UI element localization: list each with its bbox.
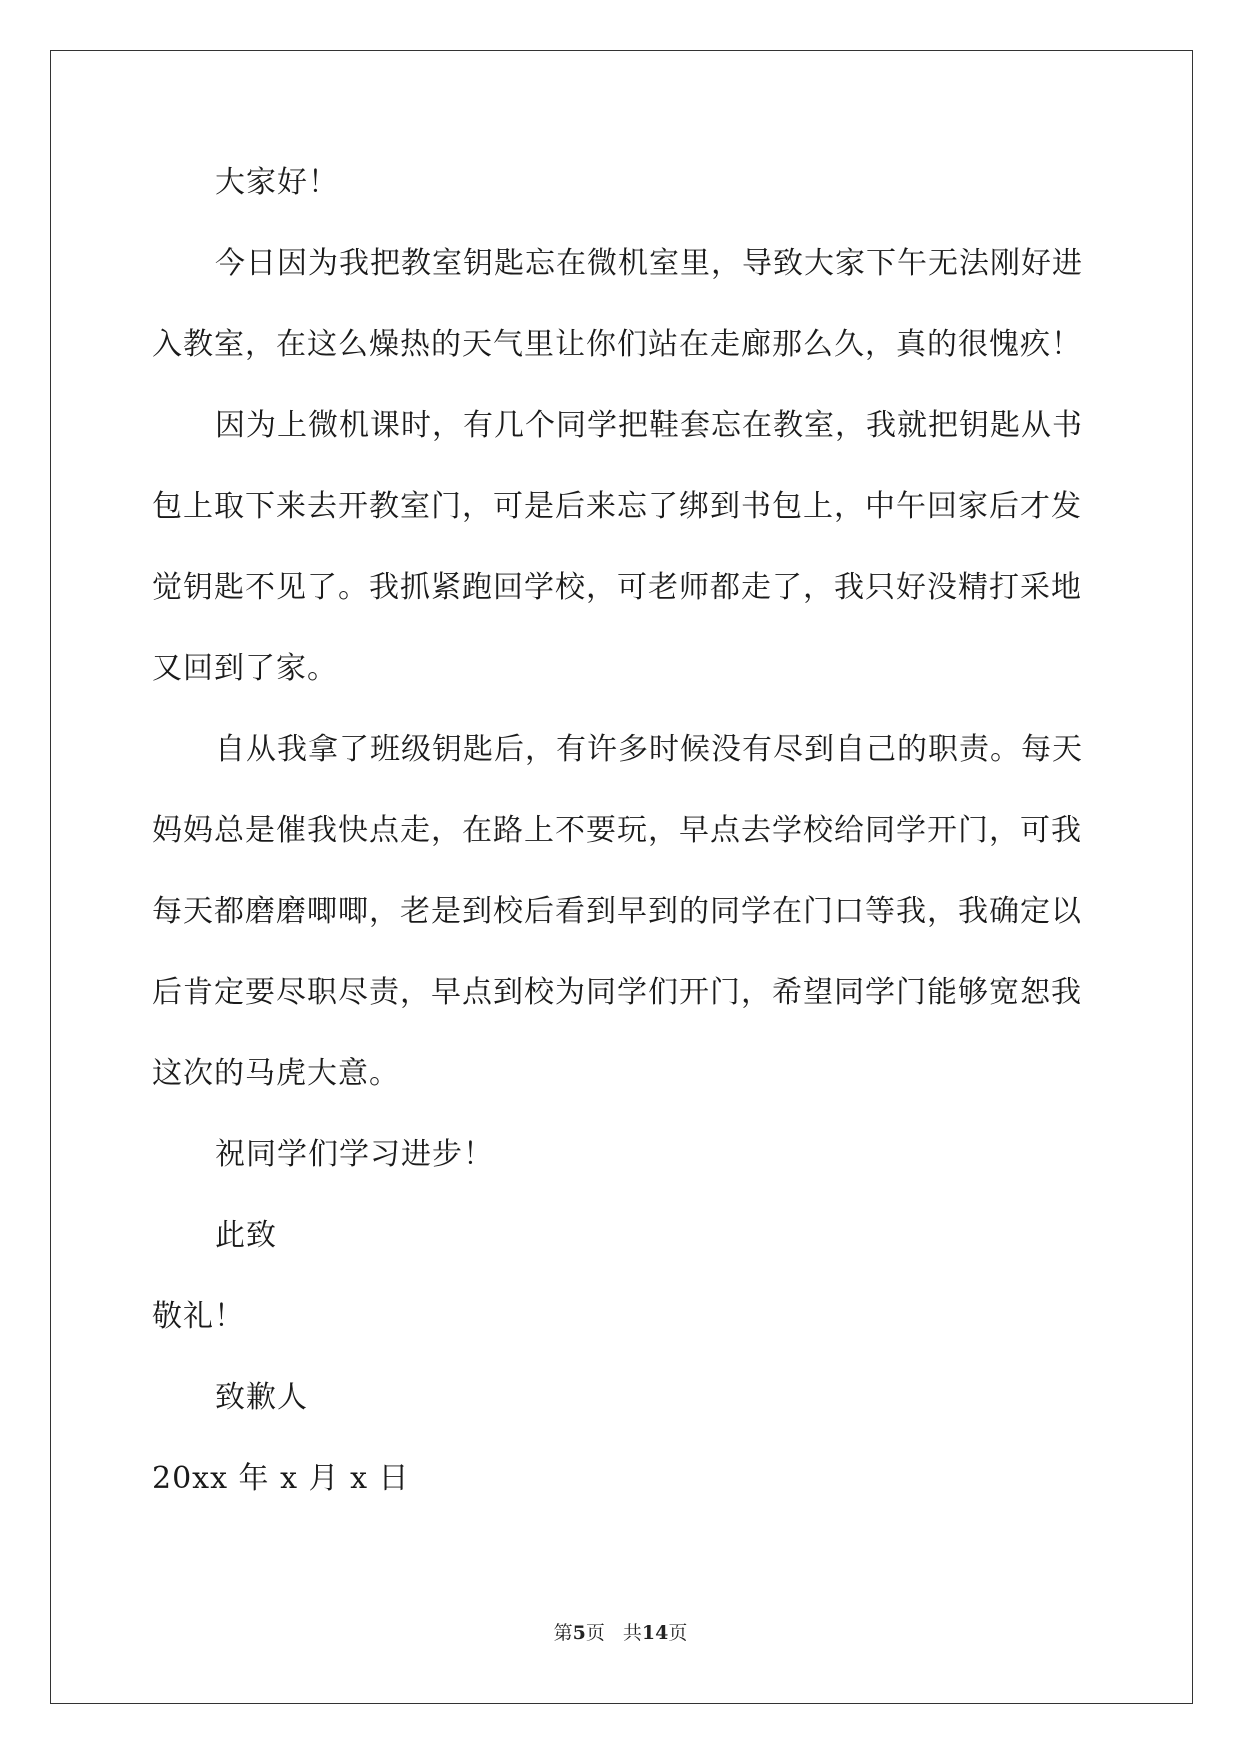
salute-line: 敬礼！ <box>152 1299 245 1334</box>
paragraph-1-line-2: 入教室，在这么燥热的天气里让你们站在走廊那么久，真的很愧疚！ <box>152 327 1082 362</box>
page-suffix: 页 <box>585 1622 605 1644</box>
paragraph-3-line-4: 后肯定要尽职尽责，早点到校为同学们开门，希望同学门能够宽恕我 <box>152 975 1082 1010</box>
date-line: 20xx 年 x 月 x 日 <box>152 1461 410 1496</box>
page-prefix: 第 <box>553 1622 573 1644</box>
signature-line: 致歉人 <box>215 1380 308 1415</box>
paragraph-2-line-1: 因为上微机课时，有几个同学把鞋套忘在教室，我就把钥匙从书 <box>215 408 1083 443</box>
paragraph-2-line-4: 又回到了家。 <box>152 651 338 686</box>
page-border <box>50 50 1193 1704</box>
paragraph-3-line-5: 这次的马虎大意。 <box>152 1056 400 1091</box>
greeting: 大家好！ <box>215 165 339 200</box>
closing-line: 此致 <box>215 1218 277 1253</box>
total-prefix: 共 <box>622 1622 642 1644</box>
paragraph-3-line-3: 每天都磨磨唧唧，老是到校后看到早到的同学在门口等我，我确定以 <box>152 894 1082 929</box>
page-number: 5 <box>572 1622 586 1644</box>
paragraph-3-line-2: 妈妈总是催我快点走，在路上不要玩，早点去学校给同学开门，可我 <box>152 813 1082 848</box>
page-footer <box>0 1621 1241 1645</box>
paragraph-2-line-2: 包上取下来去开教室门，可是后来忘了绑到书包上，中午回家后才发 <box>152 489 1082 524</box>
wish-line: 祝同学们学习进步！ <box>215 1137 494 1172</box>
paragraph-1-line-1: 今日因为我把教室钥匙忘在微机室里，导致大家下午无法刚好进 <box>215 246 1083 281</box>
total-suffix: 页 <box>668 1622 688 1644</box>
paragraph-3-line-1: 自从我拿了班级钥匙后，有许多时候没有尽到自己的职责。每天 <box>215 732 1083 767</box>
total-pages: 14 <box>641 1622 669 1644</box>
paragraph-2-line-3: 觉钥匙不见了。我抓紧跑回学校，可老师都走了，我只好没精打采地 <box>152 570 1082 605</box>
